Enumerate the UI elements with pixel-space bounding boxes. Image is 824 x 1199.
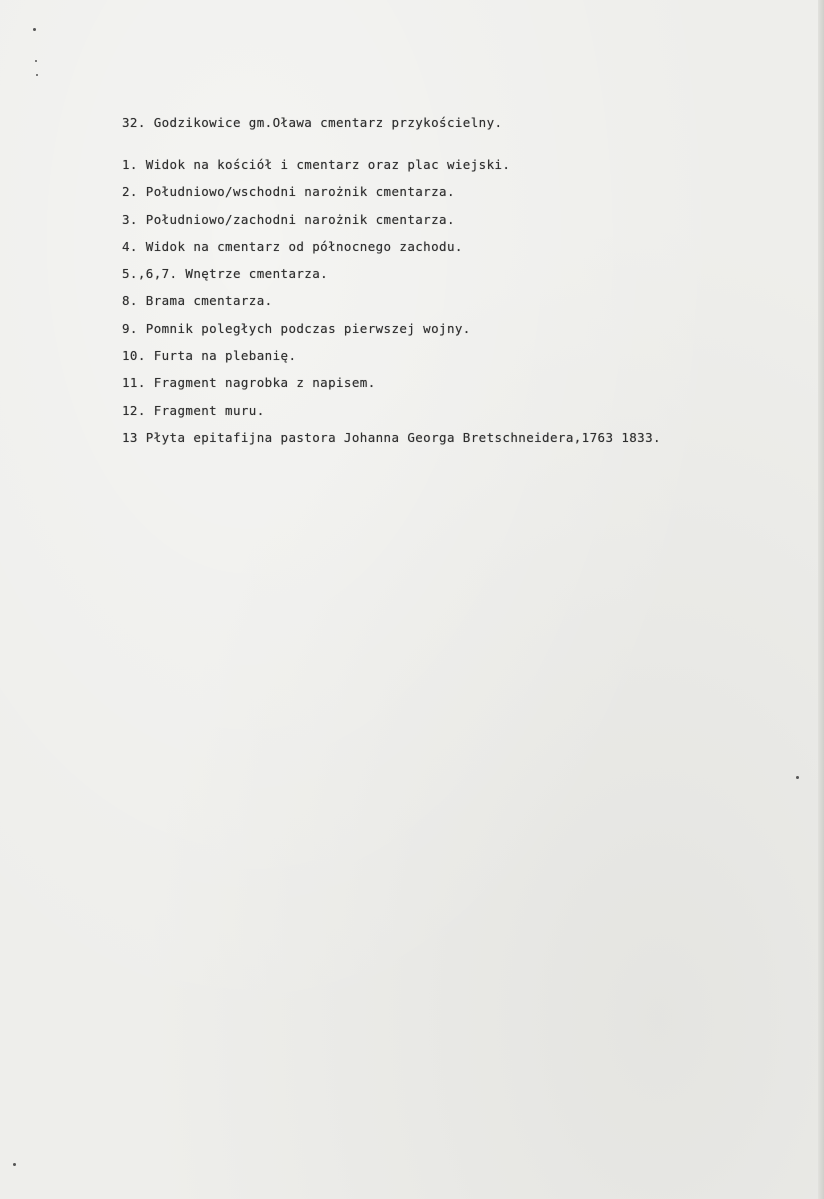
list-item: 9. Pomnik poległych podczas pierwszej wojny. — [122, 320, 471, 336]
document-heading: 32. Godzikowice gm.Oława cmentarz przykościelny. — [122, 115, 503, 130]
paper-speck — [13, 1163, 16, 1166]
page-edge-shadow — [818, 0, 824, 1199]
paper-speck — [796, 776, 799, 779]
photo-list — [122, 155, 661, 455]
paper-speck — [35, 60, 37, 62]
list-item: 10. Furta na plebanię. — [122, 348, 297, 364]
paper-speck — [33, 28, 36, 31]
paper-speck — [36, 74, 38, 76]
list-item: 4. Widok na cmentarz od północnego zachodu. — [122, 238, 463, 254]
list-item: 3. Południowo/zachodni narożnik cmentarza. — [122, 211, 455, 227]
list-item: 8. Brama cmentarza. — [122, 293, 273, 309]
list-item: 5.,6,7. Wnętrze cmentarza. — [122, 266, 329, 282]
list-item: 13 Płyta epitafijna pastora Johanna Georga Bretschneidera,1763 1833. — [122, 429, 661, 445]
list-item: 12. Fragment muru. — [122, 402, 265, 418]
list-item: 1. Widok na kościół i cmentarz oraz plac wiejski. — [122, 157, 511, 172]
list-item: 2. Południowo/wschodni narożnik cmentarza. — [122, 184, 455, 200]
list-item: 11. Fragment nagrobka z napisem. — [122, 375, 376, 391]
